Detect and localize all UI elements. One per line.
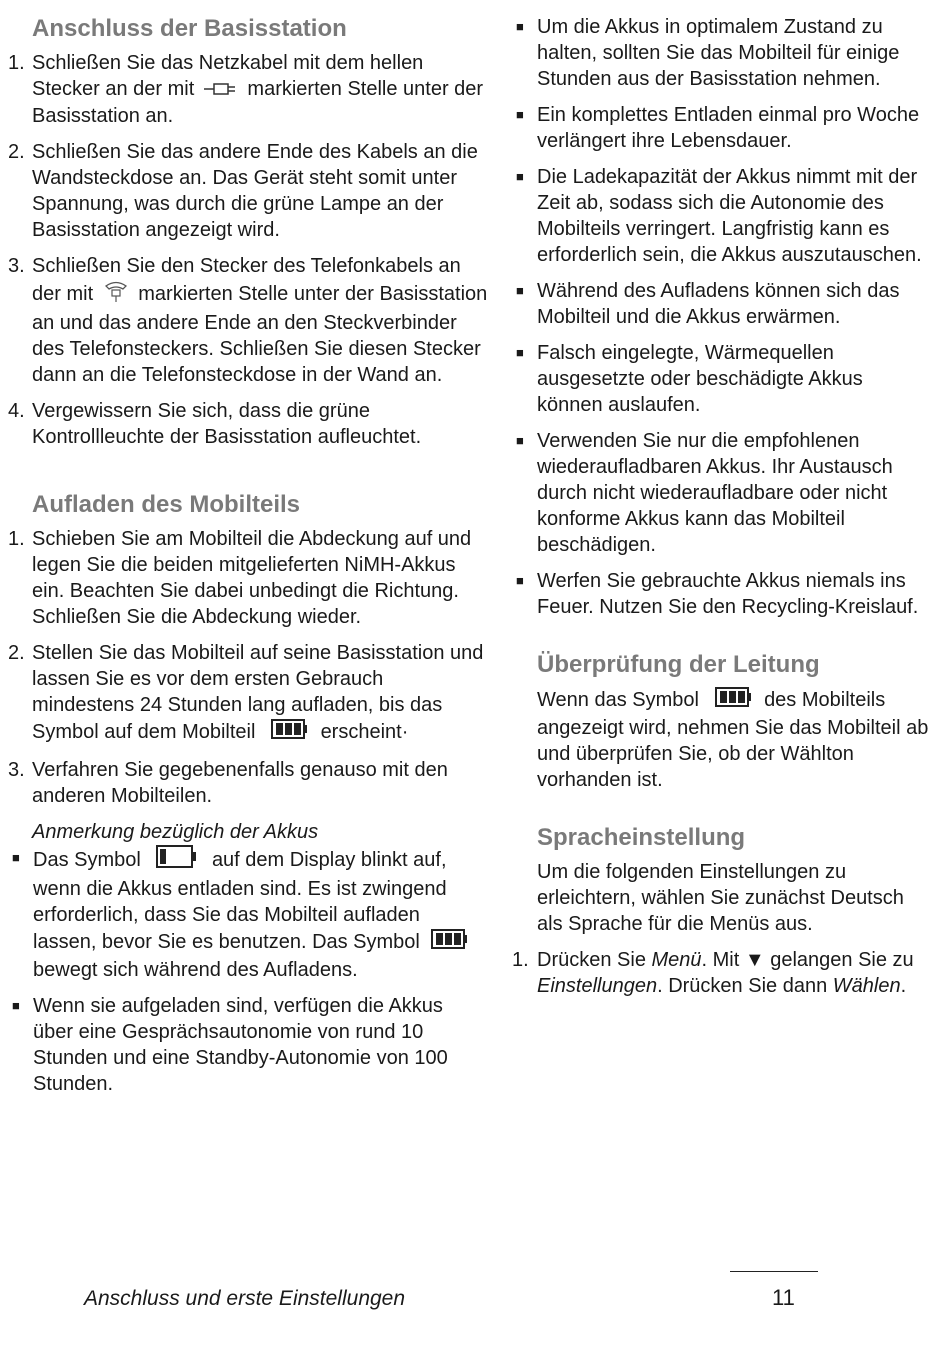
bullet-text: Verwenden Sie nur die empfohlenen wiederaufladbaren Akkus. Ihr Austausch durch nicht wiederaufladbare oder nicht konforme Akkus kann das Mobilteil beschädigen. (537, 430, 893, 556)
list-item (512, 947, 932, 999)
step-number: 1. (512, 949, 529, 971)
step-number: 1. (8, 527, 25, 550)
step-text: Verfahren Sie gegebenenfalls genauso mit den anderen Mobilteilen. (32, 758, 448, 807)
list-item (8, 50, 488, 129)
page-number: 11 (772, 1285, 795, 1310)
bullet-text-cont: auf dem Display blinkt auf, wenn die Akkus entladen sind. Es ist zwingend erforderlich, dass Sie das Mobilteil aufladen lassen, bevor Sie es benutzen. Das Symbol (33, 848, 447, 953)
power-plug-icon (204, 77, 238, 103)
select-term: Wählen (832, 975, 901, 997)
step-text: . Mit (701, 949, 745, 971)
line-check-text-end: des Mobilteils angezeigt wird, nehmen Sie das Mobilteil ab und überprüfen Sie, ob der Wählton vorhanden ist. (537, 688, 929, 791)
step-text: Schließen Sie den Stecker des Telefonkabels an der mit (32, 254, 461, 305)
spacer (512, 630, 932, 650)
bullet-icon: ■ (516, 433, 524, 448)
list-item (8, 993, 488, 1097)
bullet-text: Das Symbol (33, 848, 141, 871)
battery-tips (512, 14, 932, 620)
settings-term: Einstellungen (537, 975, 658, 997)
bullet-icon: ■ (516, 107, 524, 122)
list-item (512, 340, 932, 418)
bullet-text: Während des Aufladens können sich das Mobilteil und die Akkus erwärmen. (537, 280, 900, 328)
step-text: Vergewissern Sie sich, dass die grüne Kontrollleuchte der Basisstation aufleuchtet. (32, 399, 422, 448)
battery-notes (8, 845, 488, 1097)
bullet-icon: ■ (516, 573, 524, 588)
step-number: 2. (8, 641, 25, 664)
bullet-text: Werfen Sie gebrauchte Akkus niemals ins Feuer. Nutzen Sie den Recycling-Kreislauf. (537, 570, 919, 618)
section-title-charging: Aufladen des Mobilteils (32, 490, 301, 518)
list-item (8, 253, 488, 388)
bullet-icon: ■ (516, 169, 524, 184)
bullet-icon: ■ (12, 997, 20, 1013)
section-title-line-check: Überprüfung der Leitung (537, 651, 820, 678)
step-text: . (900, 975, 907, 997)
spacer (8, 460, 488, 490)
step-text: Schieben Sie am Mobilteil die Abdeckung auf und legen Sie die beiden mitgelieferten NiMH-Akkus ein. Beachten Sie dabei unbedingt die Richtung. Schließen Sie die Abdeckung wieder. (32, 527, 472, 628)
list-item (8, 139, 488, 243)
bullet-icon: ■ (12, 849, 20, 865)
step-number: 3. (8, 254, 25, 277)
base-connection-steps (8, 50, 488, 450)
list-item (512, 164, 932, 268)
step-text: Drücken Sie (537, 949, 652, 971)
right-column (512, 14, 932, 1009)
bullet-text: Wenn sie aufgeladen sind, verfügen die Akkus über eine Gesprächsautonomie von rund 10 Stunden und eine Standby-Autonomie von 100 Stunden. (33, 994, 448, 1095)
section-title-language: Spracheinstellung (537, 824, 746, 851)
list-item (512, 102, 932, 154)
bullet-text: Um die Akkus in optimalem Zustand zu halten, sollten Sie das Mobilteil für einige Stunden aus der Basisstation nehmen. (537, 16, 900, 90)
note-title: Anmerkung bezüglich der Akkus (32, 820, 319, 843)
step-number: 4. (8, 399, 25, 422)
step-number: 2. (8, 140, 25, 163)
spacer (512, 803, 932, 823)
step-text-cont: markierten Stelle unter der Basisstation an. (32, 78, 484, 127)
bullet-text-end: bewegt sich während des Aufladens. (33, 958, 358, 981)
list-item (8, 398, 488, 450)
step-text-cont: erscheint· (320, 720, 409, 743)
list-item (512, 278, 946, 330)
step-number: 1. (8, 52, 25, 74)
list-item (8, 845, 488, 983)
bullet-text: Ein komplettes Entladen einmal pro Woche verlängert ihre Lebensdauer. (537, 104, 920, 152)
list-item (8, 640, 488, 747)
battery-empty-icon (156, 845, 198, 876)
line-check-text-start: Wenn das Symbol (537, 688, 699, 711)
list-item (512, 14, 932, 92)
list-item (8, 526, 488, 630)
battery-full-icon (271, 718, 309, 747)
bullet-text: Die Ladekapazität der Akkus nimmt mit der Zeit ab, sodass sich die Autonomie des Mobilteils verringert. Langfristig kann es erforderlich sein, die Akkus auszutauschen. (537, 166, 922, 266)
arrow-down-icon: ▼ (744, 949, 765, 971)
step-text: . Drücken Sie dann (657, 975, 833, 997)
section-title-base-connection: Anschluss der Basisstation (32, 15, 347, 42)
step-text: Schließen Sie das andere Ende des Kabels an die Wandsteckdose an. Das Gerät steht somit unter Spannung, was durch die grüne Lampe an der Basisstation angezeigt wird. (32, 140, 478, 241)
left-column (8, 14, 488, 1107)
bullet-icon: ■ (516, 283, 524, 298)
step-text: gelangen Sie zu (764, 949, 914, 971)
menu-term: Menü (651, 949, 702, 971)
footer-title: Anschluss und erste Einstellungen (84, 1287, 406, 1310)
line-check-text (512, 686, 932, 793)
bullet-icon: ■ (516, 19, 524, 34)
step-text: Schließen Sie das Netzkabel mit dem hellen Stecker an der mit (32, 52, 424, 100)
footer-divider (730, 1271, 818, 1272)
list-item (8, 757, 488, 809)
bullet-icon: ■ (516, 345, 524, 360)
battery-full-icon (715, 686, 753, 715)
charging-steps (8, 526, 488, 809)
language-intro: Um die folgenden Einstellungen zu erleichtern, wählen Sie zunächst Deutsch als Sprache für die Menüs aus. (537, 861, 904, 935)
step-text-cont: markierten Stelle unter der Basisstation an und das andere Ende an den Steckverbinder des Telefonsteckers. Schließen Sie diesen Stecker dann an die Telefonsteckdose in der Wand an. (32, 282, 488, 386)
list-item (512, 428, 932, 558)
list-item (512, 568, 932, 620)
bullet-text: Falsch eingelegte, Wärmequellen ausgesetzte oder beschädigte Akkus können auslaufen. (537, 342, 863, 416)
battery-full-icon (431, 928, 469, 957)
step-number: 3. (8, 758, 25, 781)
step-text: Stellen Sie das Mobilteil auf seine Basisstation und lassen Sie es vor dem ersten Gebrauch mindestens 24 Stunden lang aufladen, bis das Symbol auf dem Mobilteil (32, 641, 484, 743)
telephone-line-icon (103, 279, 129, 310)
